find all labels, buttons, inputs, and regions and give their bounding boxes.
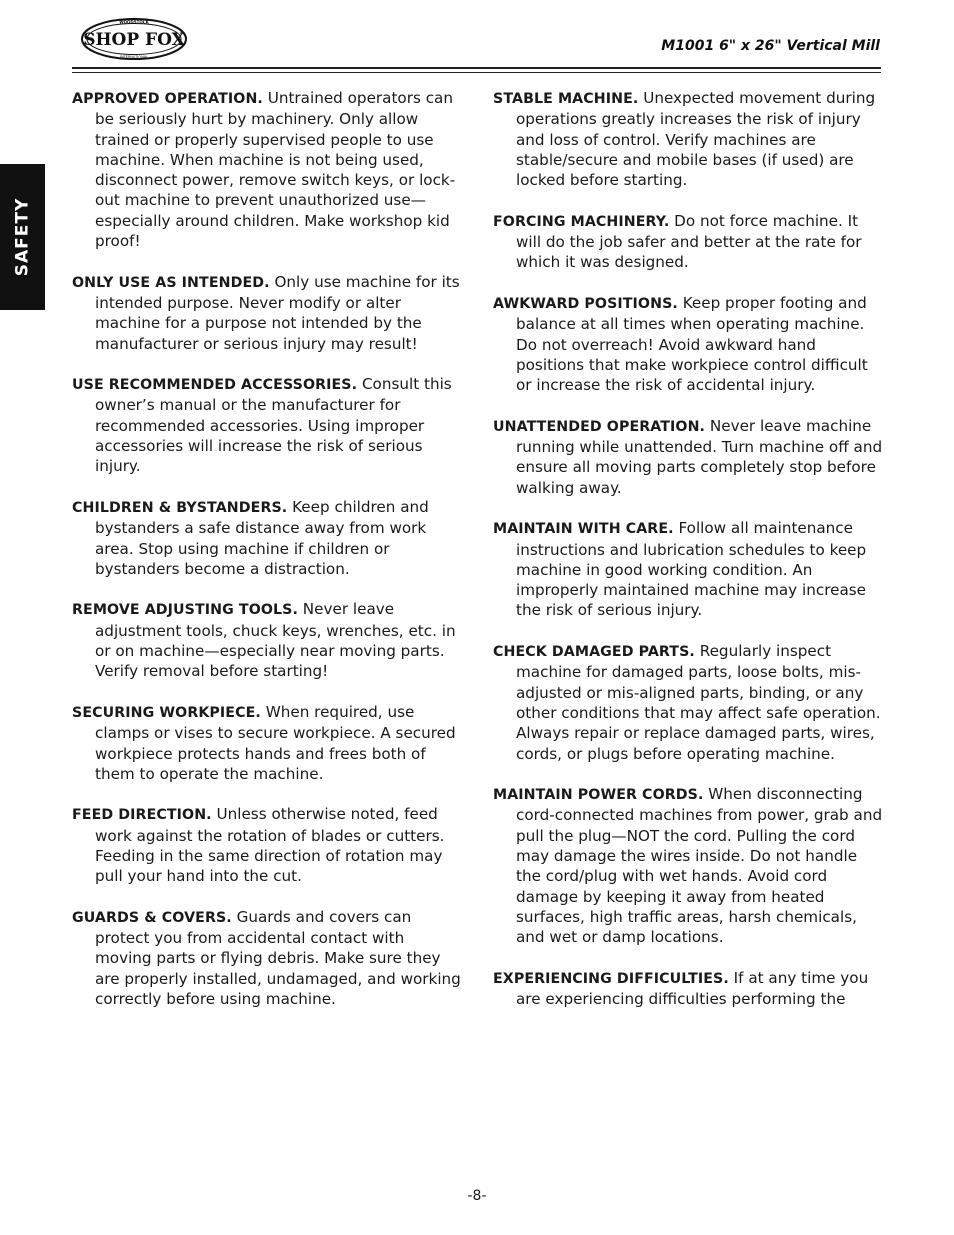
header-rule-thick (72, 67, 881, 69)
item-text: When disconnecting cord-connected machines from power, grab and pull the plug—NOT the cord. Pulling the cord may damage the wires inside. Do not handle the cord/plug with wet hands. Avoid cord damage by keeping it away from heated surfaces, high traffic areas, harsh chemicals, and wet or damp locations. (516, 785, 883, 947)
side-tab-label: SAFETY (12, 197, 33, 277)
logo-bottom-text: INTERNATIONAL (119, 55, 149, 59)
safety-item-truncated (493, 968, 885, 1008)
header-rule-thin (72, 72, 881, 73)
item-text: Keep proper footing and balance at all times when operating machine. Do not overreach! Avoid awkward hand positions that make workpiece control difficult or increase the risk of accidental injury. (516, 293, 868, 395)
item-heading: GUARDS & COVERS. (72, 909, 232, 926)
safety-item (493, 784, 885, 947)
item-heading: APPROVED OPERATION. (72, 91, 263, 107)
item-heading: FEED DIRECTION. (72, 807, 212, 824)
logo-top-text: WOODSTOCK (119, 19, 149, 25)
item-heading: SECURING WORKPIECE. (72, 704, 261, 721)
right-column (493, 88, 885, 1028)
item-text: Follow all maintenance instructions and lubrication schedules to keep machine in good working condition. An improperly maintained machine may increase the risk of serious injury. (516, 519, 867, 620)
item-text: Do not force machine. It will do the job safer and better at the rate for which it was designed. (516, 211, 862, 272)
safety-item (72, 272, 464, 354)
item-text: Regularly inspect machine for damaged parts, loose bolts, mis-adjusted or mis-aligned parts, binding, or any other conditions that may affect safe operation. Always repair or replace damaged parts, wires, cords, or plugs before operating machine. (516, 642, 881, 763)
item-heading: AWKWARD POSITIONS. (493, 295, 678, 312)
item-heading: STABLE MACHINE. (493, 91, 639, 107)
safety-item (72, 702, 464, 784)
logo-text: SHOP FOX (83, 30, 185, 50)
safety-item (72, 804, 464, 886)
header-title: M1001 6" x 26" Vertical Mill (661, 38, 880, 54)
safety-item (72, 599, 464, 681)
item-text: Only use machine for its intended purpose. Never modify or alter machine for a purpose not intended by the manufacturer or serious injury may result! (95, 272, 460, 353)
safety-item (493, 641, 885, 764)
item-heading: MAINTAIN WITH CARE. (493, 521, 674, 538)
side-tab-safety (0, 164, 45, 310)
item-heading: ONLY USE AS INTENDED. (72, 274, 270, 291)
item-text: Never leave machine running while unattended. Turn machine off and ensure all moving parts completely stop before walking away. (516, 416, 883, 497)
item-text: If at any time you are experiencing difficulties performing the (516, 968, 869, 1008)
item-text: Unexpected movement during operations greatly increases the risk of injury and loss of control. Verify machines are stable/secure and mobile bases (if used) are locked before starting. (516, 89, 876, 190)
item-text: Consult this owner’s manual or the manufacturer for recommended accessories. Using improper accessories will increase the risk of serious injury. (95, 375, 452, 476)
safety-item (493, 416, 885, 498)
item-heading: CHILDREN & BYSTANDERS. (72, 499, 288, 516)
item-heading: MAINTAIN POWER CORDS. (493, 787, 704, 804)
safety-item (72, 88, 464, 251)
safety-item (493, 88, 885, 190)
safety-item (72, 907, 464, 1009)
shop-fox-logo (80, 17, 188, 61)
item-heading: REMOVE ADJUSTING TOOLS. (72, 602, 298, 619)
left-column (72, 88, 464, 1030)
item-heading: USE RECOMMENDED ACCESSORIES. (72, 377, 358, 394)
item-text: When required, use clamps or vises to secure workpiece. A secured workpiece protects hands and frees both of them to operate the machine. (95, 702, 456, 783)
page-number: -8- (467, 1188, 487, 1204)
item-heading: EXPERIENCING DIFFICULTIES. (493, 970, 729, 987)
safety-item (493, 293, 885, 395)
safety-item (72, 374, 464, 476)
item-text: Unless otherwise noted, feed work against the rotation of blades or cutters. Feeding in the same direction of rotation may pull your hand into the cut. (95, 805, 445, 886)
item-heading: CHECK DAMAGED PARTS. (493, 644, 695, 661)
item-text: Guards and covers can protect you from accidental contact with moving parts or flying debris. Make sure they are properly installed, undamaged, and working correctly before using machine. (95, 907, 461, 1009)
item-text: Keep children and bystanders a safe distance away from work area. Stop using machine if children or bystanders become a distraction. (95, 497, 429, 578)
item-text: Never leave adjustment tools, chuck keys, wrenches, etc. in or on machine—especially near moving parts. Verify removal before starting! (95, 600, 456, 681)
item-text: Untrained operators can be seriously hurt by machinery. Only allow trained or properly supervised people to use machine. When machine is not being used, disconnect power, remove switch keys, or lock-out machine to prevent unauthorized use—especially around children. Make workshop kid proof! (95, 89, 456, 251)
item-heading: FORCING MACHINERY. (493, 213, 670, 230)
safety-item (493, 518, 885, 620)
safety-item (72, 497, 464, 579)
item-heading: UNATTENDED OPERATION. (493, 418, 706, 435)
safety-item (493, 211, 885, 273)
